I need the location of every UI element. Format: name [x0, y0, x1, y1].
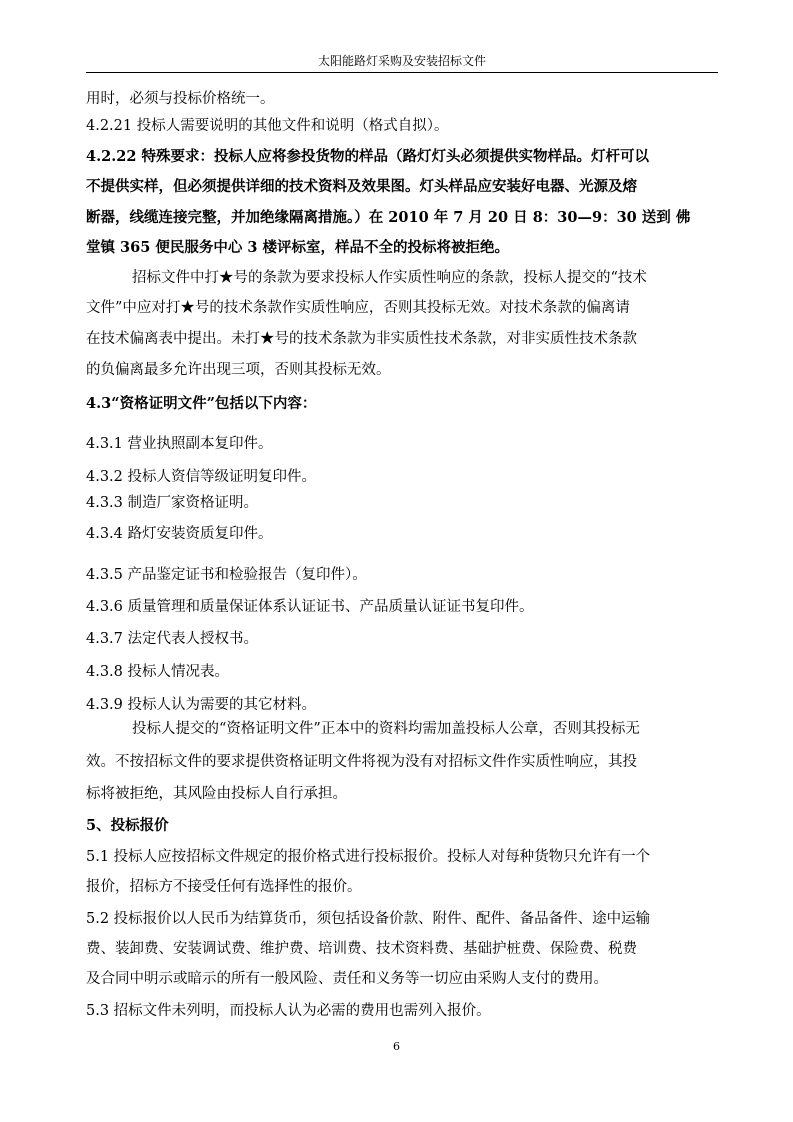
list-item: 4.3.2 投标人资信等级证明复印件。 — [86, 469, 317, 485]
paragraph-line: 费、装卸费、安装调试费、维护费、培训费、技术资料费、基础护桩费、保险费、税费 — [86, 941, 637, 957]
list-item: 4.3.9 投标人认为需要的其它材料。 — [86, 697, 317, 713]
list-item: 4.3.6 质量管理和质量保证体系认证证书、产品质量认证证书复印件。 — [86, 599, 534, 615]
text-line: 4.2.21 投标人需要说明的其他文件和说明（格式自拟）。 — [86, 118, 449, 134]
paragraph-line: 5.2 投标报价以人民币为结算货币，须包括设备价款、附件、配件、备品备件、途中运输 — [86, 911, 651, 927]
list-item: 4.3.4 路灯安装资质复印件。 — [86, 526, 273, 542]
special-requirement-line: 不提供实样，但必须提供详细的技术资料及效果图。灯头样品应安装好电器、光源及熔 — [86, 178, 637, 195]
paragraph-line: 文件”中应对打★号的技术条款作实质性响应，否则其投标无效。对技术条款的偏离请 — [86, 300, 630, 316]
section-heading-4-3: 4.3“资格证明文件”包括以下内容： — [86, 395, 317, 412]
paragraph-line: 及合同中明示或暗示的所有一般风险、责任和义务等一切应由采购人支付的费用。 — [86, 971, 608, 987]
list-item: 4.3.7 法定代表人授权书。 — [86, 631, 259, 647]
paragraph-line: 招标文件中打★号的条款为要求投标人作实质性响应的条款，投标人提交的“技术 — [132, 270, 647, 286]
section-heading-5: 5、投标报价 — [86, 817, 169, 834]
special-requirement-line: 堂镇 365 便民服务中心 3 楼评标室，样品不全的投标将被拒绝。 — [86, 239, 510, 256]
running-header: 太阳能路灯采购及安装招标文件 — [317, 54, 486, 68]
page-number: 6 — [393, 1040, 400, 1053]
paragraph-line: 的负偏离最多允许出现三项，否则其投标无效。 — [86, 362, 391, 378]
paragraph-line: 效。不按招标文件的要求提供资格证明文件将视为没有对招标文件作实质性响应，其投 — [86, 754, 637, 770]
list-item: 4.3.3 制造厂家资格证明。 — [86, 495, 259, 511]
special-requirement-line: 断器，线缆连接完整，并加绝缘隔离措施。）在 2010 年 7 月 20 日 8：30—9：30 送到 佛 — [86, 209, 691, 226]
list-item: 4.3.1 营业执照副本复印件。 — [86, 436, 273, 452]
special-requirement-line: 4.2.22 特殊要求：投标人应将参投货物的样品（路灯灯头必须提供实物样品。灯杆可以 — [86, 148, 649, 165]
paragraph-line: 5.3 招标文件未列明，而投标人认为必需的费用也需列入报价。 — [86, 1003, 491, 1019]
paragraph-line: 标将被拒绝，其风险由投标人自行承担。 — [86, 786, 347, 802]
paragraph-line: 5.1 投标人应按招标文件规定的报价格式进行投标报价。投标人对每种货物只允许有一个 — [86, 849, 651, 865]
list-item: 4.3.5 产品鉴定证书和检验报告（复印件）。 — [86, 567, 367, 583]
header-divider — [86, 72, 718, 73]
paragraph-line: 报价，招标方不接受任何有选择性的报价。 — [86, 879, 362, 895]
paragraph-line: 在技术偏离表中提出。未打★号的技术条款为非实质性技术条款，对非实质性技术条款 — [86, 331, 637, 347]
text-line: 用时，必须与投标价格统一。 — [86, 91, 275, 107]
list-item: 4.3.8 投标人情况表。 — [86, 664, 230, 680]
paragraph-line: 投标人提交的“资格证明文件”正本中的资料均需加盖投标人公章，否则其投标无 — [132, 721, 640, 737]
